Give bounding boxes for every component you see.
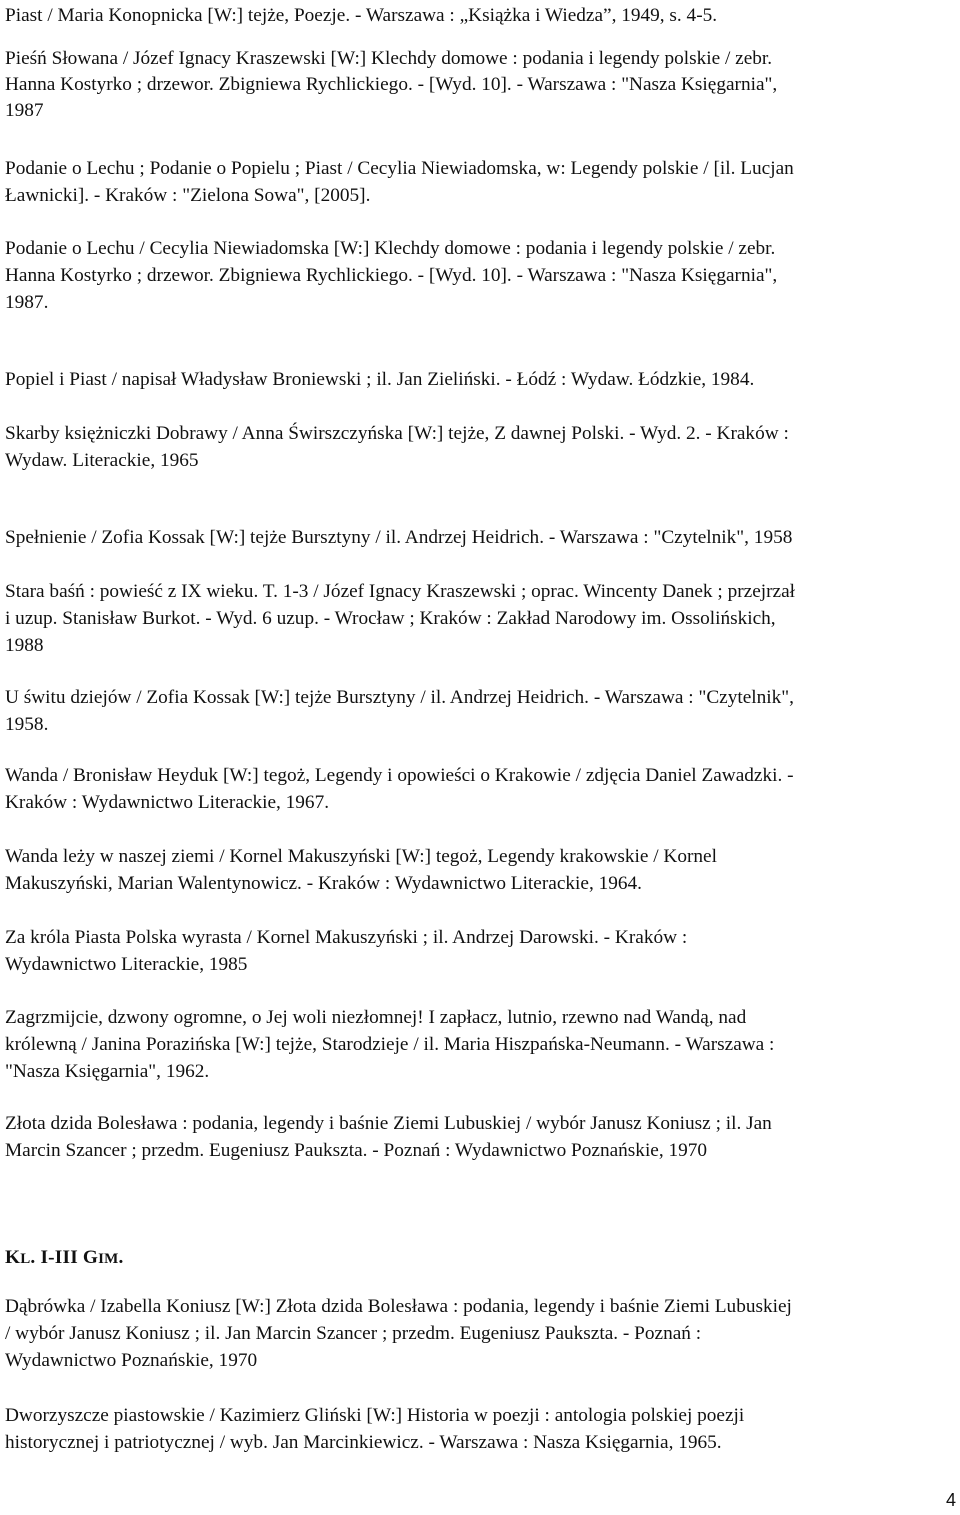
bibliography-entry: Dąbrówka / Izabella Koniusz [W:] Złota dzida Bolesława : podania, legendy i baśnie Ziemi Lubuskiej / wybór Janusz Koniusz ; il. Jan Marcin Szancer ; przedm. Eugeniusz Paukszta. - Poznań : Wydawnictwo Poznańskie, 1970	[5, 1296, 792, 1371]
bibliography-entry: Popiel i Piast / napisał Władysław Broniewski ; il. Jan Zieliński. - Łódź : Wydaw. Łódzkie, 1984.	[5, 369, 755, 390]
bibliography-entry: U świtu dziejów / Zofia Kossak [W:] tejże Bursztyny / il. Andrzej Heidrich. - Warszawa : "Czytelnik", 1958.	[5, 687, 794, 735]
bibliography-entry: Podanie o Lechu / Cecylia Niewiadomska [W:] Klechdy domowe : podania i legendy polskie / zebr. Hanna Kostyrko ; drzewor. Zbigniewa Rychlickiego. - [Wyd. 10]. - Warszawa : "Nasza Księgarnia", 1987.	[5, 238, 778, 313]
bibliography-entry: Pieśń Słowana / Józef Ignacy Kraszewski [W:] Klechdy domowe : podania i legendy polskie / zebr. Hanna Kostyrko ; drzewor. Zbigniewa Rychlickiego. - [Wyd. 10]. - Warszawa : "Nasza Księgarnia", 1987	[5, 48, 778, 121]
bibliography-entry: Stara baśń : powieść z IX wieku. T. 1-3 / Józef Ignacy Kraszewski ; oprac. Wincenty Danek ; przejrzał i uzup. Stanisław Burkot. - Wyd. 6 uzup. - Wrocław ; Kraków : Zakład Narodowy im. Ossolińskich, 1988	[5, 581, 796, 656]
bibliography-entry: Spełnienie / Zofia Kossak [W:] tejże Bursztyny / il. Andrzej Heidrich. - Warszawa : "Czytelnik", 1958	[5, 527, 793, 548]
bibliography-entry: Wanda leży w naszej ziemi / Kornel Makuszyński [W:] tegoż, Legendy krakowskie / Kornel Makuszyński, Marian Walentynowicz. - Kraków : Wydawnictwo Literackie, 1964.	[5, 846, 717, 894]
bibliography-entry: Wanda / Bronisław Heyduk [W:] tegoż, Legendy i opowieści o Krakowie / zdjęcia Daniel Zawadzki. - Kraków : Wydawnictwo Literackie, 1967.	[5, 765, 794, 813]
bibliography-entry: Zagrzmijcie, dzwony ogromne, o Jej woli niezłomnej! I zapłacz, lutnio, rzewno nad Wandą, nad królewną / Janina Porazińska [W:] tejże, Starodzieje / il. Maria Hiszpańska-Neumann. - Warszawa : "Nasza Księgarnia", 1962.	[5, 1007, 775, 1082]
bibliography-entry: Złota dzida Bolesława : podania, legendy i baśnie Ziemi Lubuskiej / wybór Janusz Koniusz ; il. Jan Marcin Szancer ; przedm. Eugeniusz Paukszta. - Poznań : Wydawnictwo Poznańskie, 1970	[5, 1113, 772, 1161]
bibliography-entry: Za króla Piasta Polska wyrasta / Kornel Makuszyński ; il. Andrzej Darowski. - Kraków : Wydawnictwo Literackie, 1985	[5, 927, 688, 975]
bibliography-entry: Piast / Maria Konopnicka [W:] tejże, Poezje. - Warszawa : „Książka i Wiedza”, 1949, s. 4-5.	[5, 5, 718, 26]
page-number: 4	[945, 1490, 956, 1510]
section-heading: KL. I-III GIM.	[5, 1247, 124, 1268]
bibliography-entry: Skarby księżniczki Dobrawy / Anna Świrszczyńska [W:] tejże, Z dawnej Polski. - Wyd. 2. - Kraków : Wydaw. Literackie, 1965	[5, 423, 789, 471]
bibliography-entry: Podanie o Lechu ; Podanie o Popielu ; Piast / Cecylia Niewiadomska, w: Legendy polskie / [il. Lucjan Ławnicki]. - Kraków : "Zielona Sowa", [2005].	[5, 158, 794, 206]
bibliography-entry: Dworzyszcze piastowskie / Kazimierz Gliński [W:] Historia w poezji : antologia polskiej poezji historycznej i patriotycznej / wyb. Jan Marcinkiewicz. - Warszawa : Nasza Księgarnia, 1965.	[5, 1405, 745, 1453]
